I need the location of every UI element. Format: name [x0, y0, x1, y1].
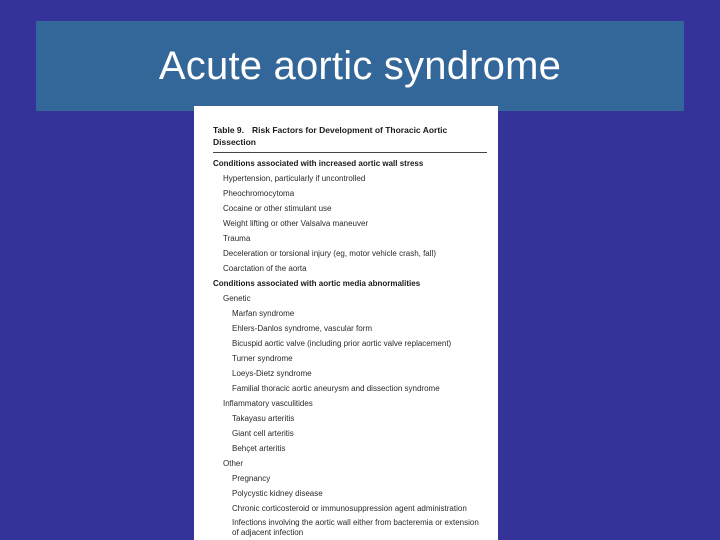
table-row: Deceleration or torsional injury (eg, motor vehicle crash, fall) [223, 249, 436, 258]
table-row: Turner syndrome [232, 354, 293, 363]
table-row: Trauma [223, 234, 251, 243]
table-row: Ehlers-Danlos syndrome, vascular form [232, 324, 373, 333]
table-row: Loeys-Dietz syndrome [232, 369, 312, 378]
table-row: Marfan syndrome [232, 309, 295, 318]
table-row: Behçet arteritis [232, 444, 286, 453]
table-row: Bicuspid aortic valve (including prior aortic valve replacement) [232, 339, 452, 348]
table-image [194, 106, 498, 540]
table-row: Inflammatory vasculitides [223, 399, 313, 408]
table-section-heading: Conditions associated with increased aortic wall stress [213, 159, 424, 168]
table-row: Pregnancy [232, 474, 271, 483]
table-row: Weight lifting or other Valsalva maneuver [223, 219, 369, 228]
slide-title: Acute aortic syndrome [158, 43, 562, 88]
table-section-heading: Conditions associated with aortic media abnormalities [213, 279, 421, 288]
table-row: Familial thoracic aortic aneurysm and dissection syndrome [232, 384, 440, 393]
slide-title-bar [36, 21, 684, 111]
table-row: Cocaine or other stimulant use [223, 204, 332, 213]
table-rows [213, 156, 487, 538]
table-row: Other [223, 459, 244, 468]
table-row: Polycystic kidney disease [232, 489, 323, 498]
table-row: Hypertension, particularly if uncontrolled [223, 174, 366, 183]
table-row: Giant cell arteritis [232, 429, 294, 438]
table-rule [213, 152, 487, 153]
table-row: Chronic corticosteroid or immunosuppression agent administration [232, 504, 467, 513]
table-title: Risk Factors for Development of Thoracic Aortic Dissection [213, 125, 448, 147]
table-row: Coarctation of the aorta [223, 264, 307, 273]
table-content [213, 124, 487, 538]
table-caption [213, 124, 487, 148]
table-number: Table 9. [213, 125, 245, 135]
table-row: Infections involving the aortic wall either from bacteremia or extension of adjacent infection [232, 518, 479, 537]
table-row: Takayasu arteritis [232, 414, 295, 423]
table-row: Genetic [223, 294, 251, 303]
table-row: Pheochromocytoma [223, 189, 295, 198]
